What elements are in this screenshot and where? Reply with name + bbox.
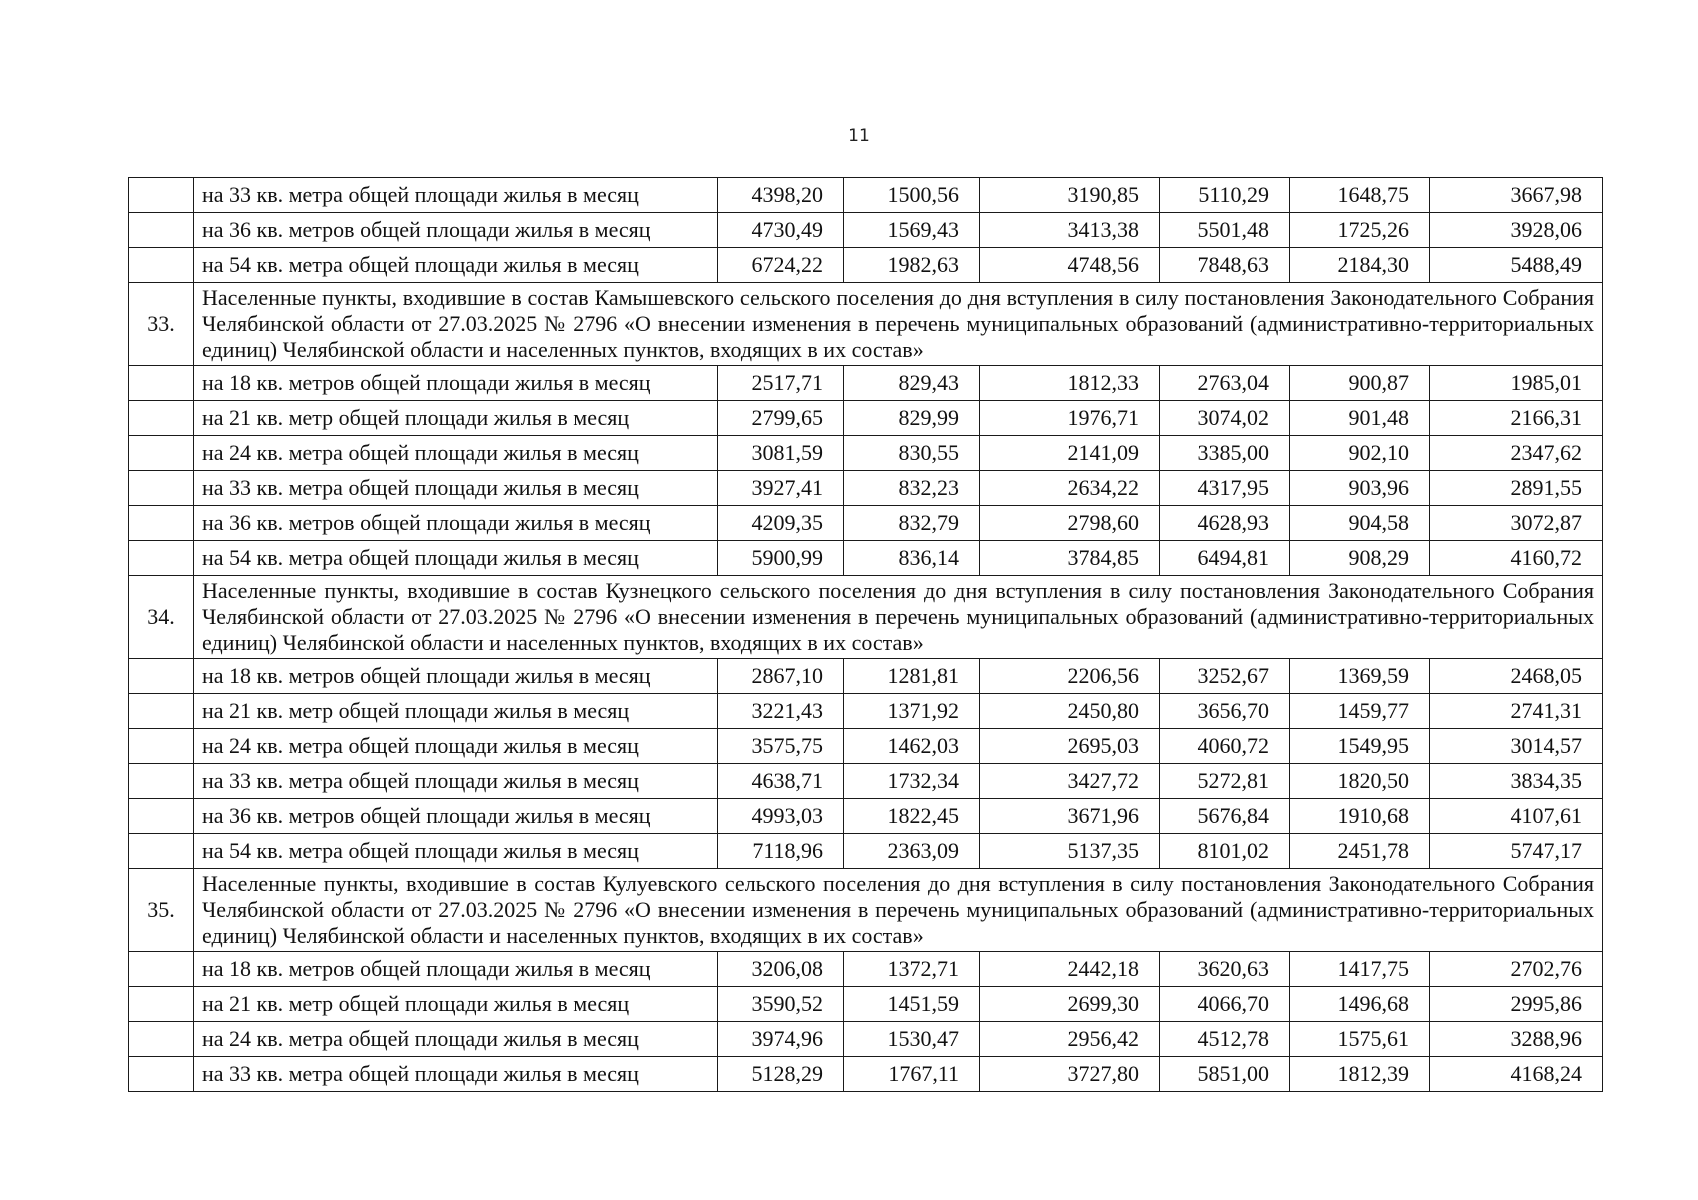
section-title: Населенные пункты, входившие в состав Кулуевского сельского поселения до дня вступления в силу постановления Законодательного Собрания Челябинской области от 27.03.2025 № 2796 «О внесении изменения в перечень муниципальных образований (административно-территориальных единиц) Челябинской области и населенных пунктов, входящих в их состав» [194,869,1603,952]
row-value: 1459,77 [1290,694,1430,729]
table-body [129,178,1603,1092]
table-row [129,694,1603,729]
row-value: 1767,11 [844,1057,980,1092]
row-value: 1976,71 [980,401,1160,436]
row-value: 1417,75 [1290,952,1430,987]
row-value: 1371,92 [844,694,980,729]
row-index-cell [129,694,194,729]
row-value: 3671,96 [980,799,1160,834]
table-row [129,436,1603,471]
row-value: 830,55 [844,436,980,471]
row-label: на 24 кв. метра общей площади жилья в месяц [194,1022,718,1057]
row-value: 2166,31 [1430,401,1603,436]
row-value: 832,79 [844,506,980,541]
row-value: 1575,61 [1290,1022,1430,1057]
row-value: 2206,56 [980,659,1160,694]
row-value: 902,10 [1290,436,1430,471]
row-value: 2741,31 [1430,694,1603,729]
row-value: 1725,26 [1290,213,1430,248]
row-value: 3014,57 [1430,729,1603,764]
row-value: 2995,86 [1430,987,1603,1022]
row-value: 3590,52 [718,987,844,1022]
table-row [129,248,1603,283]
row-value: 1982,63 [844,248,980,283]
row-value: 3288,96 [1430,1022,1603,1057]
row-value: 900,87 [1290,366,1430,401]
row-value: 5128,29 [718,1057,844,1092]
row-value: 3190,85 [980,178,1160,213]
table-row [129,799,1603,834]
row-value: 1910,68 [1290,799,1430,834]
row-label: на 36 кв. метров общей площади жилья в месяц [194,213,718,248]
row-label: на 18 кв. метров общей площади жилья в месяц [194,952,718,987]
row-value: 4730,49 [718,213,844,248]
table-row [129,366,1603,401]
row-value: 4748,56 [980,248,1160,283]
row-value: 2347,62 [1430,436,1603,471]
row-index-cell [129,834,194,869]
row-label: на 21 кв. метр общей площади жилья в месяц [194,987,718,1022]
row-value: 2695,03 [980,729,1160,764]
row-value: 5851,00 [1160,1057,1290,1092]
row-index-cell [129,366,194,401]
row-index-cell [129,248,194,283]
table-row [129,401,1603,436]
section-header-row [129,283,1603,366]
row-value: 4638,71 [718,764,844,799]
row-value: 3221,43 [718,694,844,729]
row-label: на 33 кв. метра общей площади жилья в месяц [194,1057,718,1092]
row-value: 1500,56 [844,178,980,213]
row-value: 3385,00 [1160,436,1290,471]
row-value: 2798,60 [980,506,1160,541]
row-value: 5137,35 [980,834,1160,869]
section-header-row [129,869,1603,952]
row-value: 5676,84 [1160,799,1290,834]
row-value: 4209,35 [718,506,844,541]
row-label: на 54 кв. метра общей площади жилья в месяц [194,541,718,576]
row-label: на 54 кв. метра общей площади жилья в месяц [194,834,718,869]
section-number: 34. [129,576,194,659]
row-value: 5747,17 [1430,834,1603,869]
row-value: 3974,96 [718,1022,844,1057]
row-value: 2517,71 [718,366,844,401]
row-value: 2450,80 [980,694,1160,729]
row-index-cell [129,1022,194,1057]
page-number: 11 [848,126,870,146]
row-value: 1822,45 [844,799,980,834]
row-value: 1569,43 [844,213,980,248]
row-value: 1530,47 [844,1022,980,1057]
section-number: 33. [129,283,194,366]
row-value: 2141,09 [980,436,1160,471]
row-value: 908,29 [1290,541,1430,576]
row-label: на 24 кв. метра общей площади жилья в месяц [194,436,718,471]
row-value: 1372,71 [844,952,980,987]
row-value: 3927,41 [718,471,844,506]
table-row [129,987,1603,1022]
table-row [129,1022,1603,1057]
row-value: 1549,95 [1290,729,1430,764]
row-value: 2184,30 [1290,248,1430,283]
row-value: 3928,06 [1430,213,1603,248]
row-value: 1732,34 [844,764,980,799]
row-label: на 18 кв. метров общей площади жилья в месяц [194,659,718,694]
table-row [129,659,1603,694]
row-value: 829,99 [844,401,980,436]
row-value: 1812,39 [1290,1057,1430,1092]
row-index-cell [129,436,194,471]
row-value: 1812,33 [980,366,1160,401]
tariff-table [128,177,1603,1092]
table-row [129,213,1603,248]
row-label: на 54 кв. метра общей площади жилья в месяц [194,248,718,283]
row-value: 3834,35 [1430,764,1603,799]
row-value: 903,96 [1290,471,1430,506]
row-value: 3206,08 [718,952,844,987]
row-value: 4398,20 [718,178,844,213]
row-value: 3074,02 [1160,401,1290,436]
row-value: 4628,93 [1160,506,1290,541]
row-value: 2468,05 [1430,659,1603,694]
table-row [129,471,1603,506]
table-row [129,1057,1603,1092]
table-row [129,729,1603,764]
row-index-cell [129,401,194,436]
row-value: 8101,02 [1160,834,1290,869]
row-value: 1820,50 [1290,764,1430,799]
row-value: 3081,59 [718,436,844,471]
row-value: 3667,98 [1430,178,1603,213]
row-value: 3784,85 [980,541,1160,576]
row-value: 1496,68 [1290,987,1430,1022]
row-value: 5501,48 [1160,213,1290,248]
row-value: 901,48 [1290,401,1430,436]
row-index-cell [129,471,194,506]
row-value: 5900,99 [718,541,844,576]
row-index-cell [129,799,194,834]
section-number: 35. [129,869,194,952]
row-index-cell [129,506,194,541]
row-value: 2867,10 [718,659,844,694]
row-value: 2702,76 [1430,952,1603,987]
row-value: 2956,42 [980,1022,1160,1057]
row-value: 3413,38 [980,213,1160,248]
row-value: 2442,18 [980,952,1160,987]
row-index-cell [129,213,194,248]
row-value: 4107,61 [1430,799,1603,834]
row-value: 1648,75 [1290,178,1430,213]
row-index-cell [129,987,194,1022]
row-value: 4993,03 [718,799,844,834]
section-title: Населенные пункты, входившие в состав Кузнецкого сельского поселения до дня вступления в силу постановления Законодательного Собрания Челябинской области от 27.03.2025 № 2796 «О внесении изменения в перечень муниципальных образований (административно-территориальных единиц) Челябинской области и населенных пунктов, входящих в их состав» [194,576,1603,659]
row-label: на 33 кв. метра общей площади жилья в месяц [194,178,718,213]
row-value: 3072,87 [1430,506,1603,541]
row-index-cell [129,729,194,764]
row-value: 2891,55 [1430,471,1603,506]
row-value: 2363,09 [844,834,980,869]
table-row [129,764,1603,799]
row-value: 836,14 [844,541,980,576]
row-value: 3727,80 [980,1057,1160,1092]
row-index-cell [129,541,194,576]
row-label: на 24 кв. метра общей площади жилья в месяц [194,729,718,764]
row-value: 1451,59 [844,987,980,1022]
row-value: 1281,81 [844,659,980,694]
row-value: 2634,22 [980,471,1160,506]
row-value: 4168,24 [1430,1057,1603,1092]
row-value: 5272,81 [1160,764,1290,799]
row-value: 4512,78 [1160,1022,1290,1057]
row-label: на 21 кв. метр общей площади жилья в месяц [194,401,718,436]
row-value: 832,23 [844,471,980,506]
row-value: 6724,22 [718,248,844,283]
row-index-cell [129,659,194,694]
row-value: 5110,29 [1160,178,1290,213]
row-value: 3427,72 [980,764,1160,799]
row-value: 7848,63 [1160,248,1290,283]
row-value: 4066,70 [1160,987,1290,1022]
row-label: на 33 кв. метра общей площади жилья в месяц [194,471,718,506]
row-value: 2451,78 [1290,834,1430,869]
row-value: 6494,81 [1160,541,1290,576]
row-value: 2799,65 [718,401,844,436]
row-value: 7118,96 [718,834,844,869]
row-value: 904,58 [1290,506,1430,541]
table-row [129,952,1603,987]
row-value: 829,43 [844,366,980,401]
row-label: на 21 кв. метр общей площади жилья в месяц [194,694,718,729]
row-label: на 36 кв. метров общей площади жилья в месяц [194,506,718,541]
section-title: Населенные пункты, входившие в состав Камышевского сельского поселения до дня вступления в силу постановления Законодательного Собрания Челябинской области от 27.03.2025 № 2796 «О внесении изменения в перечень муниципальных образований (административно-территориальных единиц) Челябинской области и населенных пунктов, входящих в их состав» [194,283,1603,366]
row-value: 1369,59 [1290,659,1430,694]
table-row [129,506,1603,541]
row-value: 3656,70 [1160,694,1290,729]
row-value: 4317,95 [1160,471,1290,506]
row-value: 1985,01 [1430,366,1603,401]
row-value: 4060,72 [1160,729,1290,764]
row-index-cell [129,952,194,987]
row-label: на 33 кв. метра общей площади жилья в месяц [194,764,718,799]
row-index-cell [129,178,194,213]
row-value: 3620,63 [1160,952,1290,987]
table-row [129,541,1603,576]
row-value: 2699,30 [980,987,1160,1022]
row-value: 3575,75 [718,729,844,764]
row-index-cell [129,1057,194,1092]
row-value: 1462,03 [844,729,980,764]
row-value: 2763,04 [1160,366,1290,401]
row-value: 3252,67 [1160,659,1290,694]
row-value: 4160,72 [1430,541,1603,576]
row-index-cell [129,764,194,799]
row-label: на 18 кв. метров общей площади жилья в месяц [194,366,718,401]
row-value: 5488,49 [1430,248,1603,283]
section-header-row [129,576,1603,659]
table-row [129,178,1603,213]
table-row [129,834,1603,869]
row-label: на 36 кв. метров общей площади жилья в месяц [194,799,718,834]
